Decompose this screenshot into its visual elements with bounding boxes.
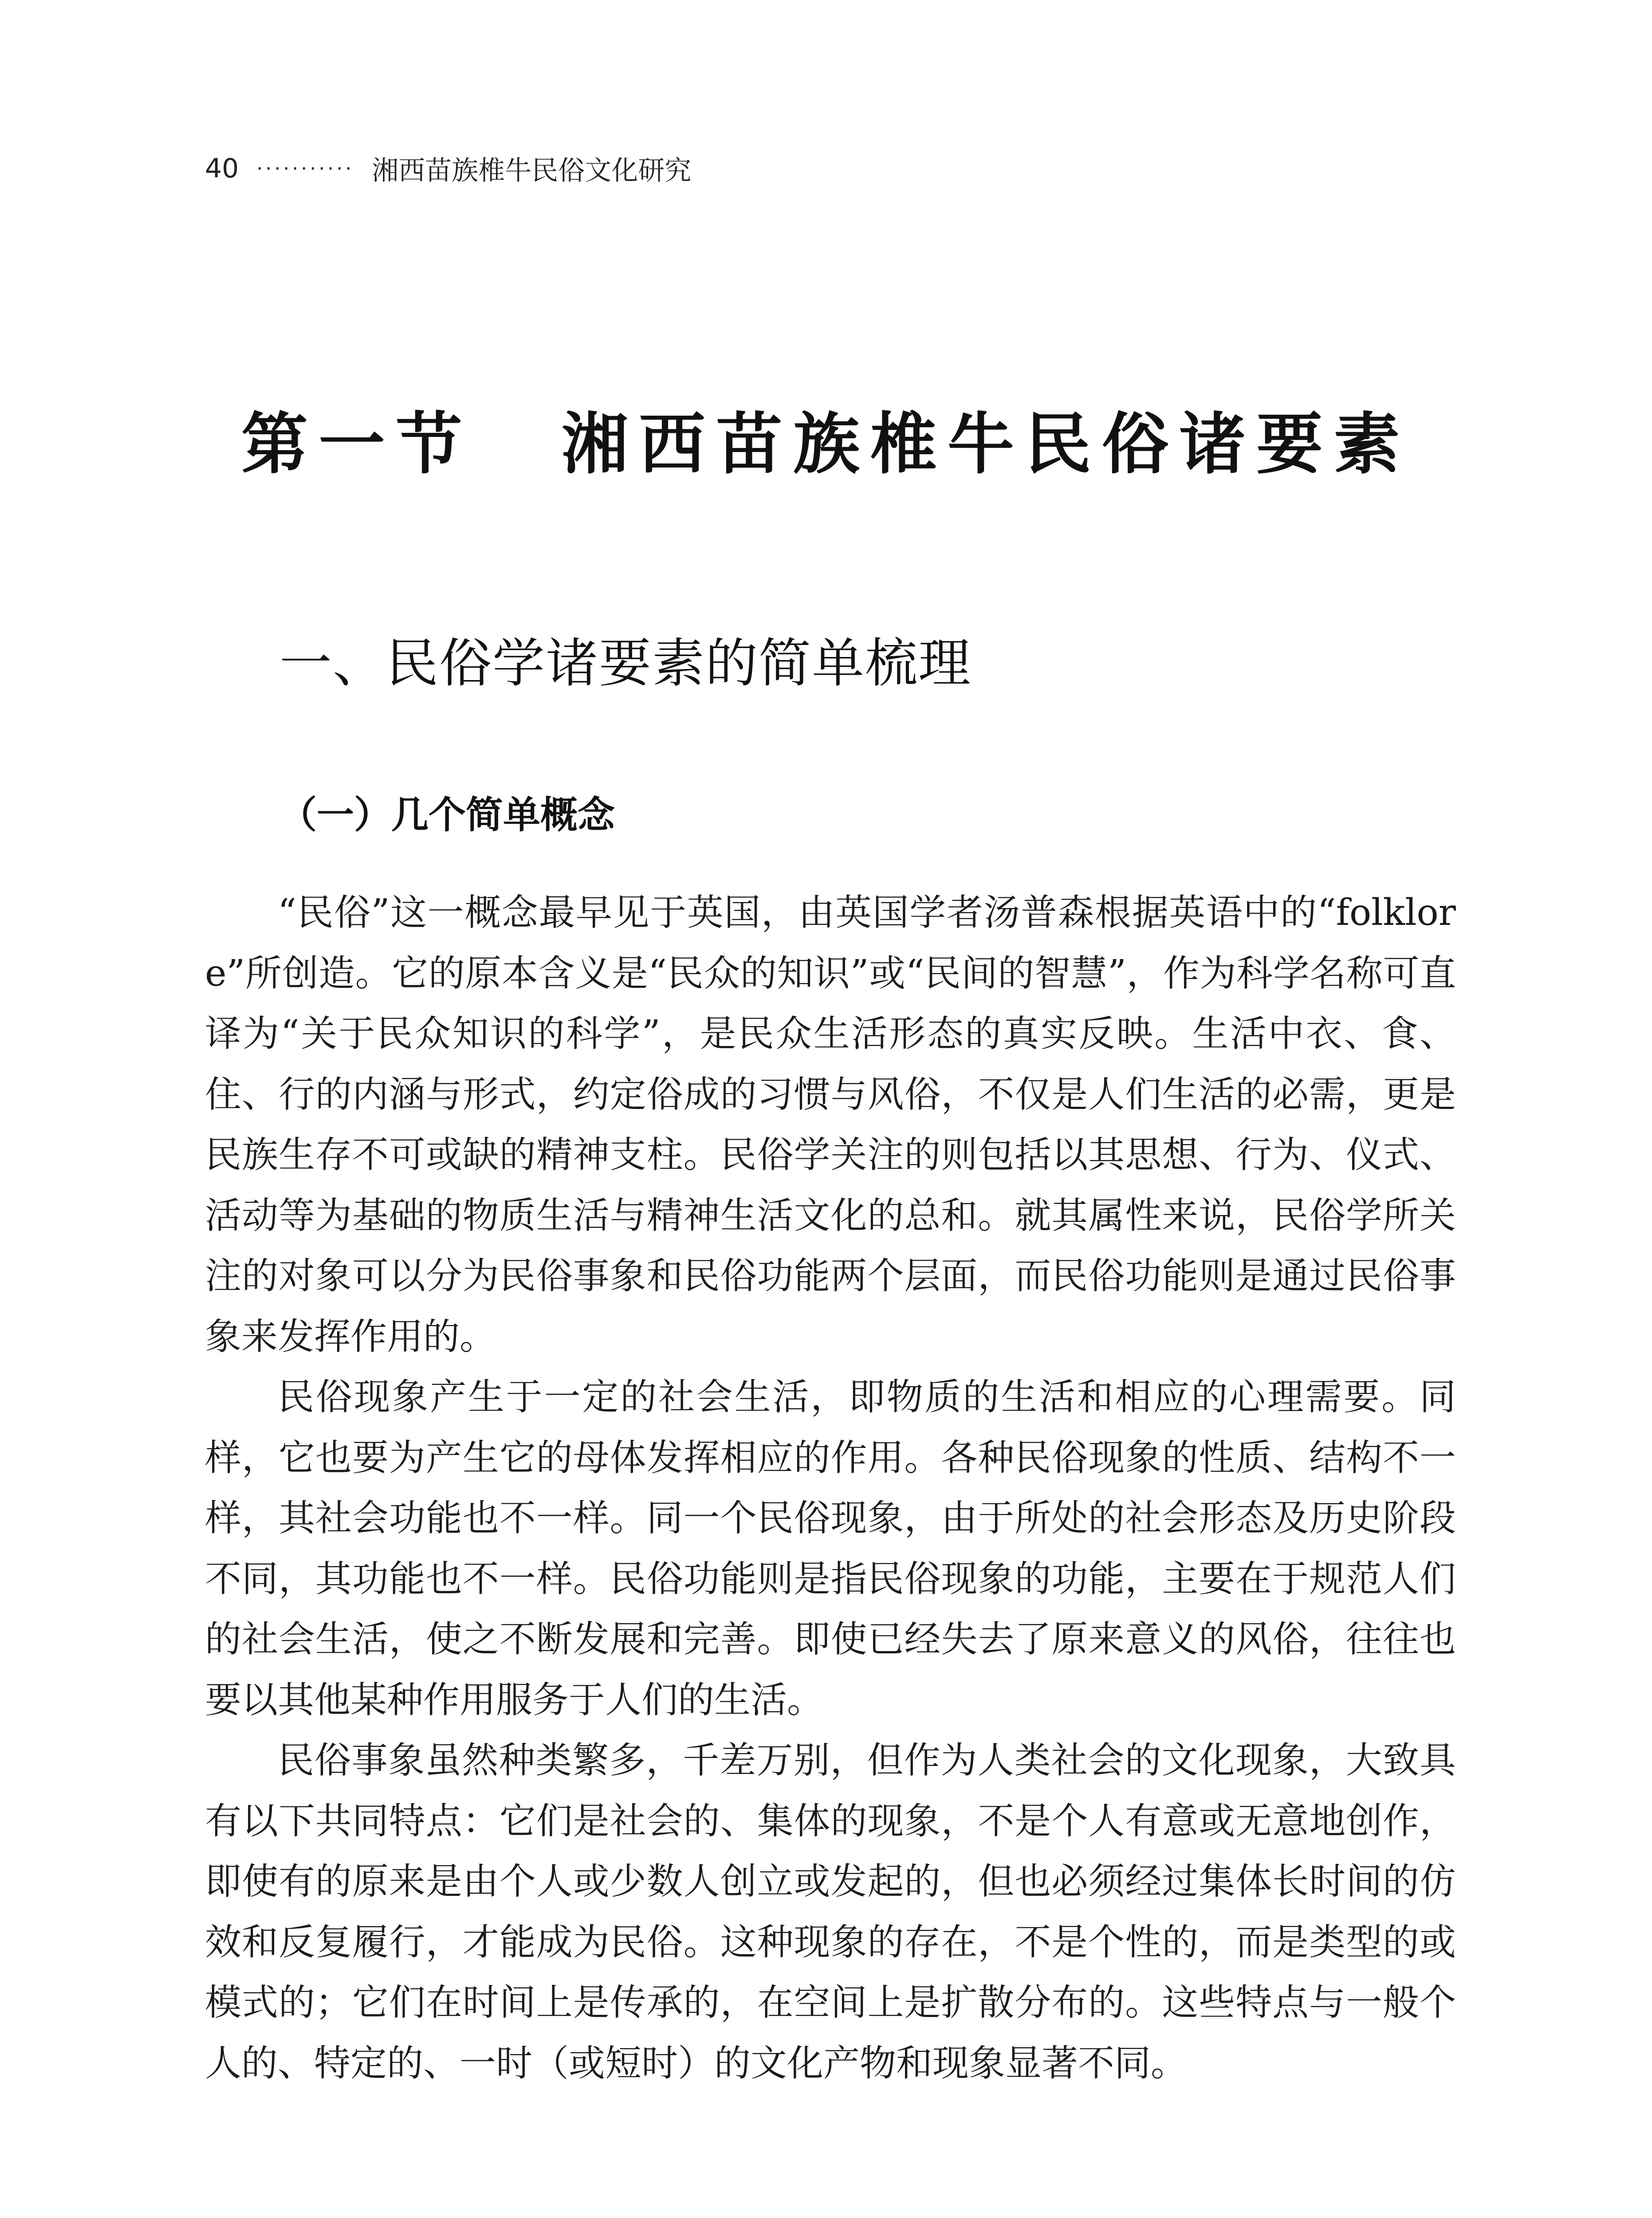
subsection-heading: 一、民俗学诸要素的简单梳理 bbox=[279, 633, 972, 694]
section-title-text: 湘西苗族椎牛民俗诸要素 bbox=[562, 405, 1411, 483]
section-number: 第一节 bbox=[241, 405, 473, 483]
paragraph: 民俗事象虽然种类繁多，千差万别，但作为人类社会的文化现象，大致具有以下共同特点：它们是社会的、集体的现象，不是个人有意或无意地创作，即使有的原来是由个人或少数人创立或发起的，但也必须经过集体长时间的仿效和反复履行，才能成为民俗。这种现象的存在，不是个性的，而是类型的或模式的；它们在时间上是传承的，在空间上是扩散分布的。这些特点与一般个人的、特定的、一时（或短时）的文化产物和现象显著不同。 bbox=[205, 1739, 1456, 2084]
dotted-leader: ··········· bbox=[256, 157, 354, 180]
running-header bbox=[205, 146, 691, 191]
paragraph: “民俗”这一概念最早见于英国，由英国学者汤普森根据英语中的“folklore”所创造。它的原本含义是“民众的知识”或“民间的智慧”，作为科学名称可直译为“关于民众知识的科学”，是民众生活形态的真实反映。生活中衣、食、住、行的内涵与形式，约定俗成的习惯与风俗，不仅是人们生活的必需，更是民族生存不可或缺的精神支柱。民俗学关注的则包括以其思想、行为、仪式、活动等为基础的物质生活与精神生活文化的总和。就其属性来说，民俗学所关注的对象可以分为民俗事象和民俗功能两个层面，而民俗功能则是通过民俗事象来发挥作用的。 bbox=[205, 892, 1456, 1358]
page-number: 40 bbox=[205, 153, 239, 184]
paragraph: 民俗现象产生于一定的社会生活，即物质的生活和相应的心理需要。同样，它也要为产生它的母体发挥相应的作用。各种民俗现象的性质、结构不一样，其社会功能也不一样。同一个民俗现象，由于所处的社会形态及历史阶段不同，其功能也不一样。民俗功能则是指民俗现象的功能，主要在于规范人们的社会生活，使之不断发展和完善。即使已经失去了原来意义的风俗，往往也要以其他某种作用服务于人们的生活。 bbox=[205, 1376, 1456, 1721]
sub-subsection-heading: （一）几个简单概念 bbox=[279, 793, 615, 837]
section-title bbox=[0, 390, 1652, 486]
book-title: 湘西苗族椎牛民俗文化研究 bbox=[372, 155, 692, 186]
body-text bbox=[205, 883, 1456, 2094]
